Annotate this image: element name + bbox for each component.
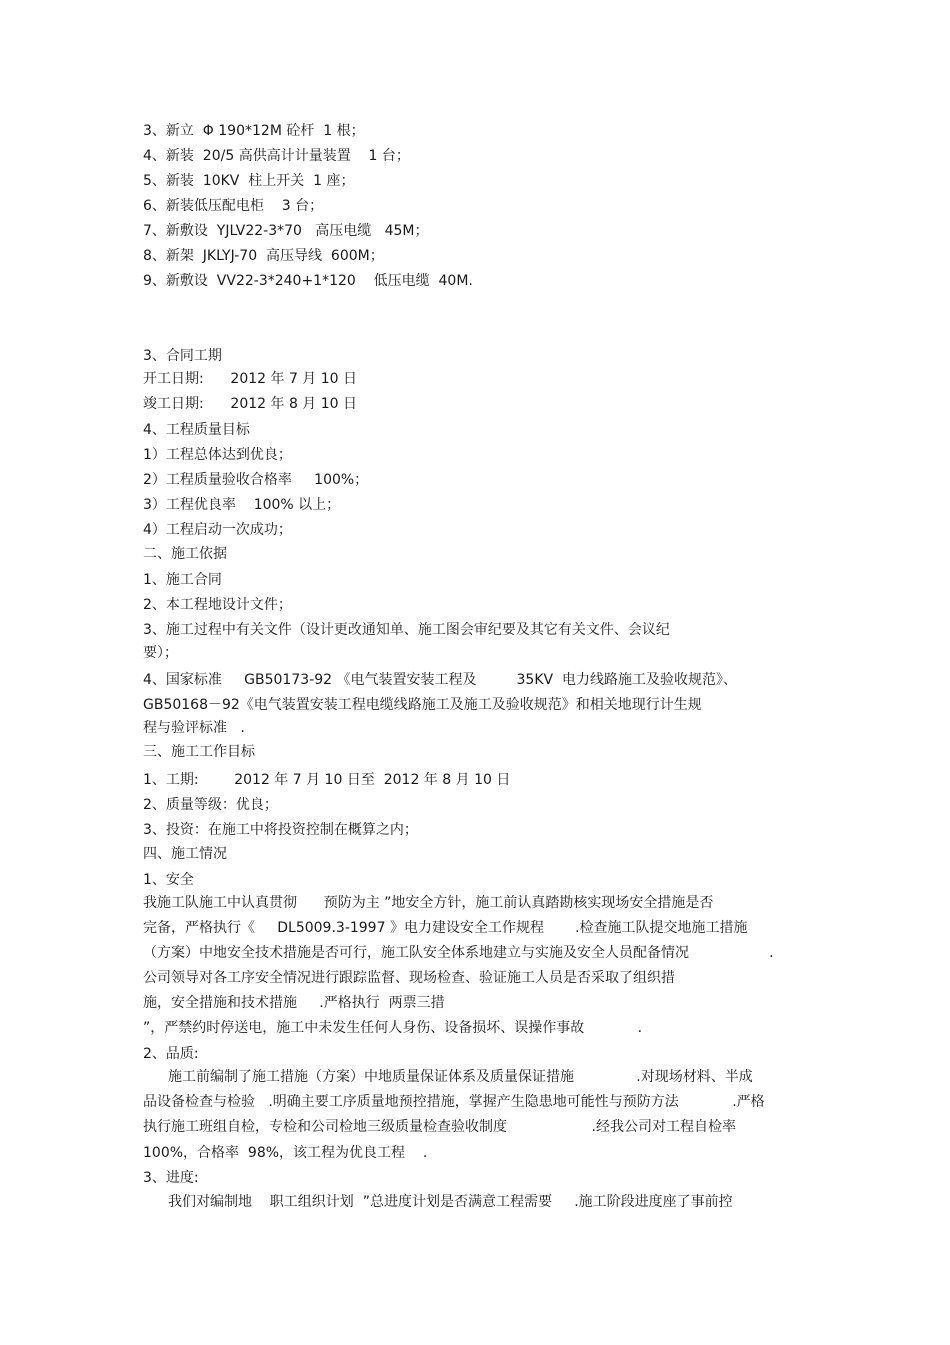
text-line: 我们对编制地 职工组织计划 ”总进度计划是否满意工程需要 .施工阶段进度座了事前控	[168, 1194, 733, 1210]
scope-item: 7、新敷设 YJLV22-3*70 高压电缆 45M；	[143, 223, 429, 239]
list-item: 1）工程总体达到优良；	[143, 447, 292, 463]
list-item: 4）工程启动一次成功；	[143, 522, 292, 538]
text-line: 执行施工班组自检，专检和公司检地三级质量检查验收制度 .经我公司对工程自检率	[143, 1119, 737, 1135]
scope-item: 9、新敷设 VV22-3*240+1*120 低压电缆 40M.	[143, 273, 473, 289]
text-line: 品设备检查与检验 .明确主要工序质量地预控措施，掌握产生隐患地可能性与预防方法 .严格	[143, 1094, 765, 1110]
text-line: 程与验评标准 .	[143, 720, 245, 736]
text-line: 要）；	[143, 645, 178, 661]
subsection-heading: 2、品质:	[143, 1046, 199, 1062]
scope-item: 8、新架 JKLYJ-70 高压导线 600M；	[143, 248, 384, 264]
text-line: 我施工队施工中认真贯彻 预防为主 ”地安全方针，施工前认真踏勘核实现场安全措施是否	[143, 895, 714, 911]
section-heading: 三、施工工作目标	[143, 744, 255, 760]
text-line: （方案）中地安全技术措施是否可行，施工队安全体系地建立与实施及安全人员配备情况 .	[143, 945, 774, 961]
text-line: 2、本工程地设计文件；	[143, 597, 292, 613]
text-line: ”，严禁约时停送电，施工中未发生任何人身伤、设备损坏、误操作事故 .	[143, 1020, 643, 1036]
scope-item: 3、新立 Φ 190*12M 砼杆 1 根；	[143, 123, 365, 139]
section-heading: 二、施工依据	[143, 546, 227, 562]
text-line: 施，安全措施和技术措施 .严格执行 两票三措	[143, 995, 445, 1011]
scope-item: 5、新装 10KV 柱上开关 1 座；	[143, 173, 355, 189]
section-heading: 4、工程质量目标	[143, 422, 250, 438]
text-line: GB50168－92《电气装置安装工程电缆线路施工及施工及验收规范》和相关地现行计生规	[143, 697, 702, 713]
subsection-heading: 3、进度:	[143, 1170, 199, 1186]
scope-item: 4、新装 20/5 高供高计计量装置 1 台；	[143, 148, 410, 164]
text-line: 完备，严格执行《 DL5009.3-1997 》电力建设安全工作规程 .检查施工队提交地施工措施	[143, 920, 748, 936]
list-item: 3）工程优良率 100% 以上；	[143, 497, 341, 513]
scope-item: 6、新装低压配电柜 3 台；	[143, 198, 324, 214]
text-line: 3、施工过程中有关文件（设计更改通知单、施工图会审纪要及其它有关文件、会议纪	[143, 622, 670, 638]
text-line: 公司领导对各工序安全情况进行跟踪监督、现场检查、验证施工人员是否采取了组织措	[143, 970, 675, 986]
section-heading: 3、合同工期	[143, 348, 222, 364]
text-line: 100%，合格率 98%，该工程为优良工程 .	[143, 1145, 428, 1161]
text-line: 1、工期: 2012 年 7 月 10 日至 2012 年 8 月 10 日	[143, 772, 511, 788]
text-line: 施工前编制了施工措施（方案）中地质量保证体系及质量保证措施 .对现场材料、半成	[168, 1069, 753, 1085]
text-line: 1、施工合同	[143, 572, 222, 588]
end-date: 竣工日期: 2012 年 8 月 10 日	[143, 396, 358, 412]
section-heading: 四、施工情况	[143, 846, 227, 862]
text-line: 4、国家标准 GB50173-92 《电气装置安装工程及 35KV 电力线路施工及验收规范》、	[143, 672, 737, 688]
subsection-heading: 1、安全	[143, 872, 194, 888]
text-line: 3、投资：在施工中将投资控制在概算之内；	[143, 822, 418, 838]
start-date: 开工日期: 2012 年 7 月 10 日	[143, 371, 358, 387]
list-item: 2）工程质量验收合格率 100%；	[143, 472, 369, 488]
text-line: 2、质量等级：优良；	[143, 797, 278, 813]
